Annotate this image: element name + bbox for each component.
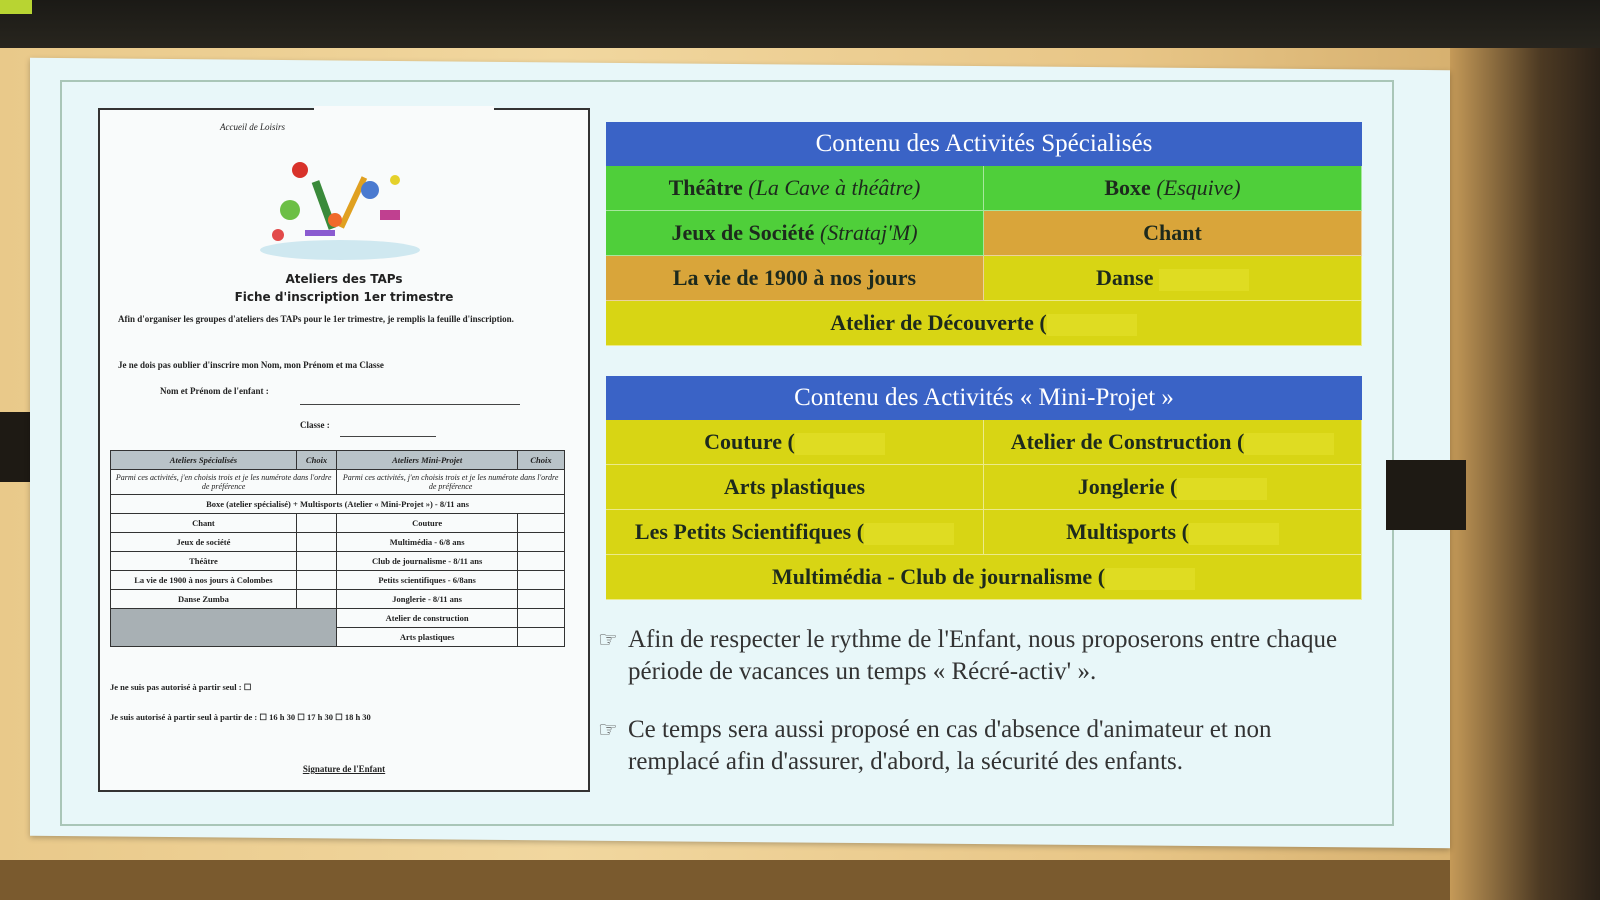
wall-edge-right (1450, 48, 1600, 900)
choice-cell[interactable] (518, 533, 565, 552)
form-paragraph: Afin d'organiser les groupes d'ateliers des TAPs pour le 1er trimestre, je remplis la feuille d'inscription. (118, 314, 514, 324)
form-footer-not-authorized: Je ne suis pas autorisé à partir seul : ☐ (110, 682, 252, 692)
table-note: Parmi ces activités, j'en choisis trois et je les numérote dans l'ordre de préférence (111, 470, 337, 495)
bullet-item (598, 624, 1348, 688)
choice-cell[interactable] (296, 571, 336, 590)
table-cell: Arts plastiques (337, 628, 518, 647)
signature-label: Signature de l'Enfant (302, 764, 386, 774)
activity-cell-multisports: Multisports ( (984, 510, 1362, 555)
choice-cell[interactable] (518, 571, 565, 590)
table-cell: Jeux de société (111, 533, 297, 552)
table-cell: Théâtre (111, 552, 297, 571)
wooden-edge-bottom (0, 860, 1600, 900)
form-header-label: Accueil de Loisirs (220, 122, 285, 132)
activity-cell-danse: Danse (984, 256, 1362, 301)
form-subtitle: Fiche d'inscription 1er trimestre (234, 290, 454, 304)
activity-cell-multimedia: Multimédia - Club de journalisme ( (606, 555, 1362, 600)
activity-cell-decouverte: Atelier de Découverte ( (606, 301, 1362, 346)
choice-cell[interactable] (518, 590, 565, 609)
activities-illustration (250, 150, 430, 262)
choice-cell[interactable] (518, 514, 565, 533)
bullet-item (598, 714, 1348, 778)
activity-cell-theatre: Théâtre (La Cave à théâtre) (606, 166, 984, 211)
hand-pointer-icon: ☞ (598, 717, 618, 742)
table-cell: Couture (337, 514, 518, 533)
table-head-choix: Choix (296, 451, 336, 470)
table-cell: Jonglerie - 8/11 ans (337, 590, 518, 609)
name-line (300, 404, 520, 405)
table-cell: Chant (111, 514, 297, 533)
class-label: Classe : (300, 420, 330, 430)
activity-cell-scientifiques: Les Petits Scientifiques ( (606, 510, 984, 555)
hand-pointer-icon: ☞ (598, 627, 618, 652)
activity-cell-boxe: Boxe (Esquive) (984, 166, 1362, 211)
activity-cell-construction: Atelier de Construction ( (984, 420, 1362, 465)
form-title: Ateliers des TAPs (285, 272, 403, 286)
table-cell: Atelier de construction (337, 609, 518, 628)
mini-projet-table (606, 376, 1362, 600)
choice-cell[interactable] (296, 552, 336, 571)
table-head-mini-projet: Ateliers Mini-Projet (337, 451, 518, 470)
table-cell: Club de journalisme - 8/11 ans (337, 552, 518, 571)
activity-cell-jeux: Jeux de Société (Strataj'M) (606, 211, 984, 256)
name-label: Nom et Prénom de l'enfant : (160, 386, 269, 396)
strap-right (1386, 460, 1466, 530)
class-line (340, 436, 436, 437)
choice-cell[interactable] (296, 590, 336, 609)
info-bullets (598, 624, 1348, 804)
grey-cell (111, 609, 337, 647)
corner-marker (0, 0, 32, 14)
form-reminder: Je ne dois pas oublier d'inscrire mon Nom, mon Prénom et ma Classe (118, 360, 384, 370)
activity-cell-couture: Couture ( (606, 420, 984, 465)
table-row: Boxe (atelier spécialisé) + Multisports (Atelier « Mini-Projet ») - 8/11 ans (111, 495, 565, 514)
mini-projet-title: Contenu des Activités « Mini-Projet » (606, 376, 1362, 420)
registration-form (98, 108, 590, 792)
activity-cell-chant: Chant (984, 211, 1362, 256)
choice-cell[interactable] (518, 609, 565, 628)
table-cell: Danse Zumba (111, 590, 297, 609)
form-footer-authorized: Je suis autorisé à partir seul à partir de : ☐ 16 h 30 ☐ 17 h 30 ☐ 18 h 30 (110, 712, 371, 722)
table-cell: La vie de 1900 à nos jours à Colombes (111, 571, 297, 590)
activity-cell-vie-1900: La vie de 1900 à nos jours (606, 256, 984, 301)
choice-cell[interactable] (296, 514, 336, 533)
specialises-table (606, 122, 1362, 346)
bullet-text: Ce temps sera aussi proposé en cas d'absence d'animateur et non remplacé afin d'assurer, d'abord, la sécurité des enfants. (628, 716, 1272, 775)
choice-cell[interactable] (518, 552, 565, 571)
table-cell: Multimédia - 6/8 ans (337, 533, 518, 552)
table-head-specialises: Ateliers Spécialisés (111, 451, 297, 470)
table-head-choix: Choix (518, 451, 565, 470)
redacted-area (314, 106, 494, 134)
table-cell: Petits scientifiques - 6/8ans (337, 571, 518, 590)
specialises-title: Contenu des Activités Spécialisés (606, 122, 1362, 166)
choice-cell[interactable] (296, 533, 336, 552)
form-activities-table (110, 450, 565, 647)
table-note: Parmi ces activités, j'en choisis trois et je les numérote dans l'ordre de préférence (337, 470, 565, 495)
bullet-text: Afin de respecter le rythme de l'Enfant, nous proposerons entre chaque période de vacances un temps « Récré-activ' ». (628, 626, 1338, 685)
activity-cell-arts: Arts plastiques (606, 465, 984, 510)
choice-cell[interactable] (518, 628, 565, 647)
activity-cell-jonglerie: Jonglerie ( (984, 465, 1362, 510)
